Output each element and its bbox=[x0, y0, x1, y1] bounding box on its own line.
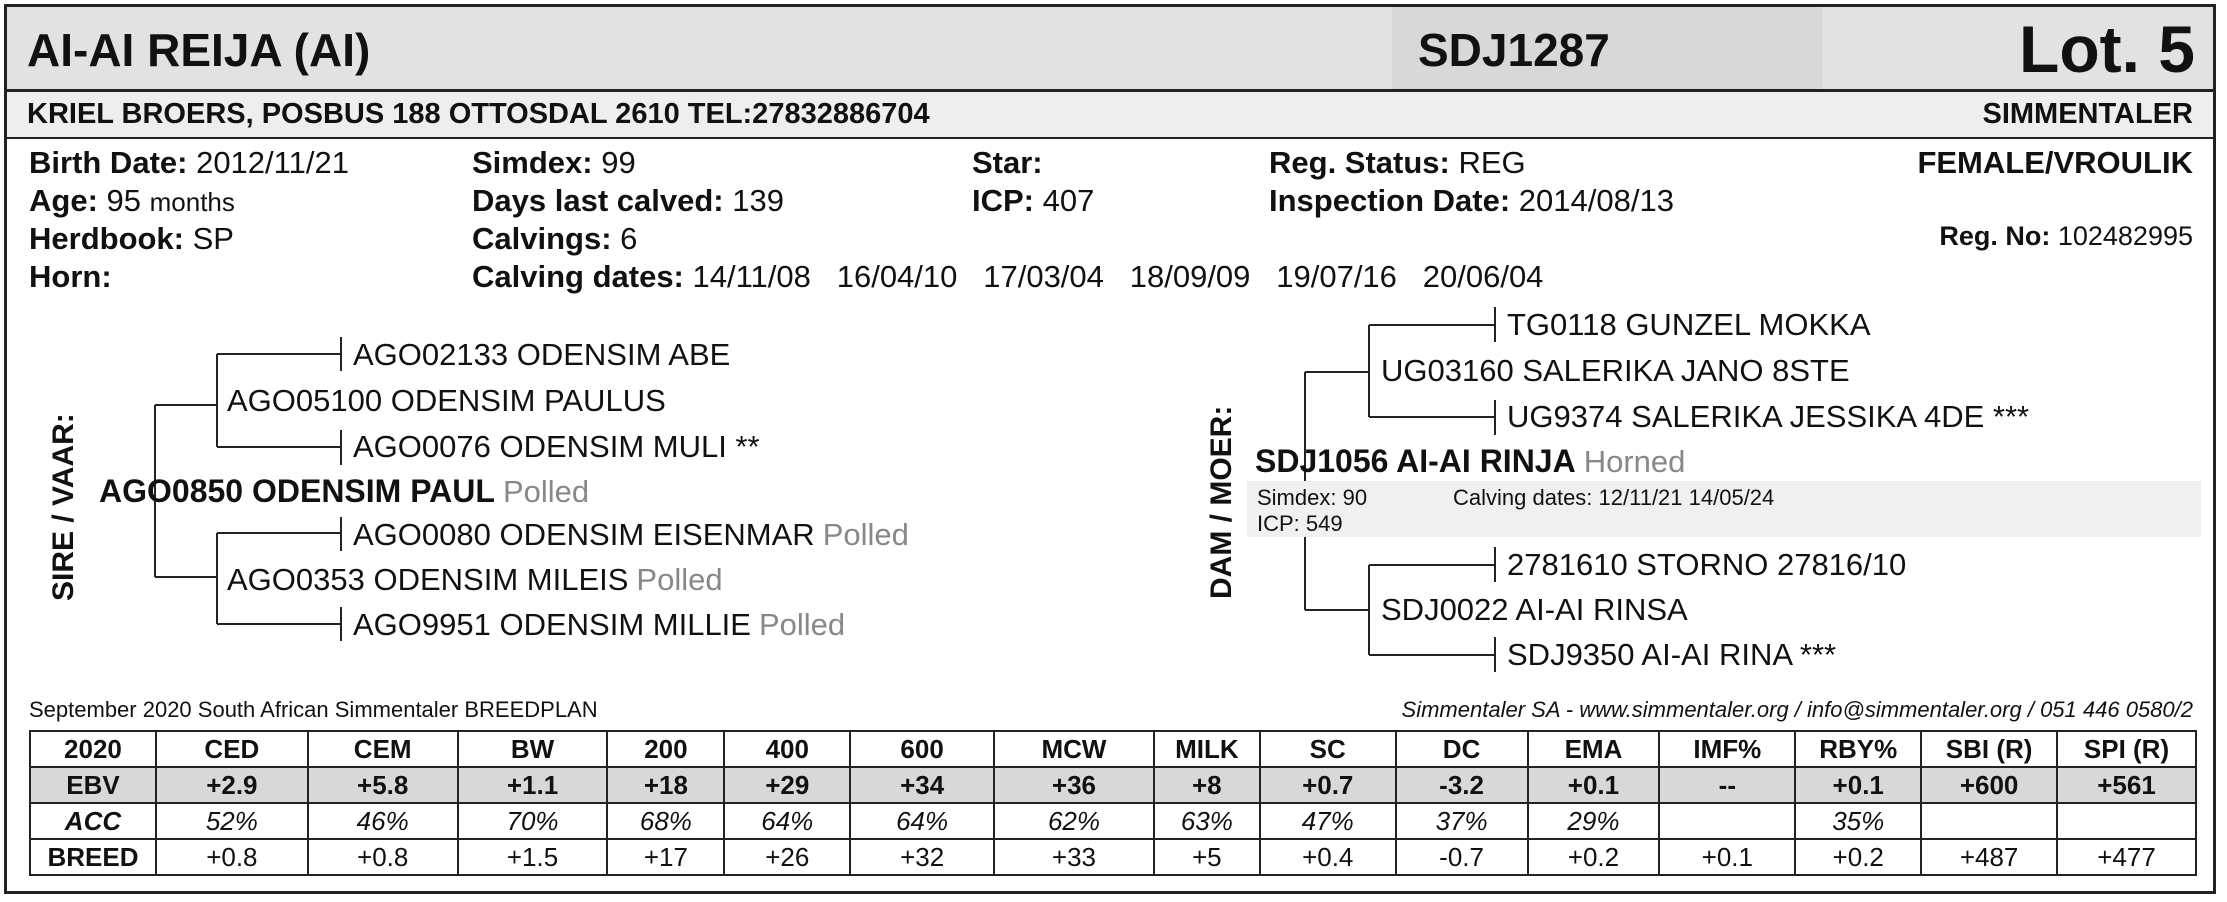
ebv-cell bbox=[2057, 803, 2196, 839]
sire-sire-sire: AGO02133 ODENSIM ABE bbox=[353, 337, 731, 372]
reg-no: Reg. No: 102482995 bbox=[1939, 221, 2193, 251]
ebv-cell: +1.1 bbox=[458, 767, 608, 803]
ebv-cell: BREED bbox=[30, 839, 156, 875]
ebv-cell: 29% bbox=[1528, 803, 1660, 839]
ebv-cell bbox=[1921, 803, 2057, 839]
star: Star: bbox=[972, 145, 1043, 180]
dam-name: SDJ1056 AI-AI RINJA Horned bbox=[1255, 443, 1686, 479]
ebv-cell: +32 bbox=[850, 839, 994, 875]
acc-row bbox=[30, 803, 2196, 839]
ebv-cell: +33 bbox=[994, 839, 1154, 875]
ebv-table bbox=[29, 730, 2197, 876]
sire-dam-dam: AGO9951 ODENSIM MILLIE Polled bbox=[353, 607, 846, 642]
reg-code: SDJ1287 bbox=[1418, 24, 1610, 76]
ebv-cell: +29 bbox=[724, 767, 850, 803]
simdex: Simdex: 99 bbox=[472, 145, 636, 180]
breed-avg-row bbox=[30, 839, 2196, 875]
ebv-cell: SPI (R) bbox=[2057, 731, 2196, 767]
ebv-cell: +2.9 bbox=[156, 767, 308, 803]
ebv-cell: 37% bbox=[1396, 803, 1528, 839]
ebv-cell: -- bbox=[1659, 767, 1795, 803]
sire-name: AGO0850 ODENSIM PAUL Polled bbox=[99, 473, 590, 509]
sire-sire-dam: AGO0076 ODENSIM MULI ** bbox=[353, 429, 760, 464]
sire-dam-sire: AGO0080 ODENSIM EISENMAR Polled bbox=[353, 517, 909, 552]
ebv-cell: EMA bbox=[1528, 731, 1660, 767]
ebv-cell: 63% bbox=[1154, 803, 1260, 839]
ebv-cell: +0.8 bbox=[156, 839, 308, 875]
ebv-cell: +0.8 bbox=[308, 839, 458, 875]
ebv-cell: +18 bbox=[607, 767, 724, 803]
ebv-cell: 2020 bbox=[30, 731, 156, 767]
ebv-cell: 52% bbox=[156, 803, 308, 839]
lot-number: Lot. 5 bbox=[2019, 12, 2195, 86]
ebv-cell: 400 bbox=[724, 731, 850, 767]
ebv-row bbox=[30, 767, 2196, 803]
calving-dates: Calving dates: 14/11/08 16/04/10 17/03/04 18/09/09 19/07/16 20/06/04 bbox=[472, 259, 1544, 294]
breed-name: SIMMENTALER bbox=[1982, 98, 2193, 130]
sire-sire: AGO05100 ODENSIM PAULUS bbox=[227, 383, 666, 418]
calvings: Calvings: 6 bbox=[472, 221, 638, 256]
ebv-cell: 47% bbox=[1260, 803, 1396, 839]
animal-name: AI-AI REIJA (AI) bbox=[27, 24, 371, 76]
ebv-cell: +0.4 bbox=[1260, 839, 1396, 875]
dam-sire-sire: TG0118 GUNZEL MOKKA bbox=[1507, 307, 1871, 342]
ebv-cell: RBY% bbox=[1795, 731, 1921, 767]
ebv-cell: 64% bbox=[724, 803, 850, 839]
ebv-cell: 62% bbox=[994, 803, 1154, 839]
ebv-cell: +0.1 bbox=[1528, 767, 1660, 803]
pedigree-lines bbox=[7, 7, 2213, 707]
lot-card bbox=[4, 4, 2216, 894]
ebv-cell: +5.8 bbox=[308, 767, 458, 803]
herdbook: Herdbook: SP bbox=[29, 221, 234, 256]
dam-info-band bbox=[1247, 481, 2201, 537]
ebv-cell: +561 bbox=[2057, 767, 2196, 803]
ebv-cell: IMF% bbox=[1659, 731, 1795, 767]
ebv-cell: DC bbox=[1396, 731, 1528, 767]
reg-status: Reg. Status: REG bbox=[1269, 145, 1526, 180]
dam-calving-dates: Calving dates: 12/11/21 14/05/24 bbox=[1453, 485, 1775, 510]
ebv-cell: +17 bbox=[607, 839, 724, 875]
dam-sire-dam: UG9374 SALERIKA JESSIKA 4DE *** bbox=[1507, 399, 2030, 434]
ebv-cell: SC bbox=[1260, 731, 1396, 767]
ebv-cell: +36 bbox=[994, 767, 1154, 803]
ebv-cell: MCW bbox=[994, 731, 1154, 767]
ebv-cell: BW bbox=[458, 731, 608, 767]
days-last-calved: Days last calved: 139 bbox=[472, 183, 784, 218]
ebv-cell: +0.1 bbox=[1795, 767, 1921, 803]
breedplan-note: September 2020 South African Simmentaler BREEDPLAN bbox=[29, 697, 598, 722]
dam-dam-sire: 2781610 STORNO 27816/10 bbox=[1507, 547, 1907, 582]
horn: Horn: bbox=[29, 259, 112, 294]
ebv-cell: +1.5 bbox=[458, 839, 608, 875]
ebv-cell: CED bbox=[156, 731, 308, 767]
dam-icp: ICP: 549 bbox=[1257, 511, 1343, 536]
ebv-cell: +0.2 bbox=[1795, 839, 1921, 875]
dam-dam-dam: SDJ9350 AI-AI RINA *** bbox=[1507, 637, 1837, 672]
ebv-cell: +477 bbox=[2057, 839, 2196, 875]
ebv-cell: -3.2 bbox=[1396, 767, 1528, 803]
ebv-cell: +0.1 bbox=[1659, 839, 1795, 875]
ebv-cell: 64% bbox=[850, 803, 994, 839]
ebv-cell: 70% bbox=[458, 803, 608, 839]
icp: ICP: 407 bbox=[972, 183, 1095, 218]
ebv-cell: 200 bbox=[607, 731, 724, 767]
sex: FEMALE/VROULIK bbox=[1917, 145, 2193, 180]
ebv-cell: -0.7 bbox=[1396, 839, 1528, 875]
ebv-cell: 35% bbox=[1795, 803, 1921, 839]
ebv-cell: EBV bbox=[30, 767, 156, 803]
ebv-cell: +8 bbox=[1154, 767, 1260, 803]
sire-dam: AGO0353 ODENSIM MILEIS Polled bbox=[227, 562, 723, 597]
ebv-cell: +487 bbox=[1921, 839, 2057, 875]
dam-dam: SDJ0022 AI-AI RINSA bbox=[1381, 592, 1688, 627]
sire-side-label: SIRE / VAAR: bbox=[47, 413, 80, 601]
age: Age: 95 months bbox=[29, 183, 235, 218]
ebv-cell: SBI (R) bbox=[1921, 731, 2057, 767]
ebv-cell: ACC bbox=[30, 803, 156, 839]
ebv-cell: +5 bbox=[1154, 839, 1260, 875]
ebv-cell bbox=[1659, 803, 1795, 839]
dam-sire: UG03160 SALERIKA JANO 8STE bbox=[1381, 353, 1850, 388]
ebv-cell: +600 bbox=[1921, 767, 2057, 803]
ebv-cell: MILK bbox=[1154, 731, 1260, 767]
owner-text: KRIEL BROERS, POSBUS 188 OTTOSDAL 2610 TEL:27832886704 bbox=[27, 98, 930, 130]
ebv-cell: 46% bbox=[308, 803, 458, 839]
dam-side-label: DAM / MOER: bbox=[1205, 405, 1238, 599]
ebv-cell: +34 bbox=[850, 767, 994, 803]
ebv-cell: CEM bbox=[308, 731, 458, 767]
ebv-cell: +0.7 bbox=[1260, 767, 1396, 803]
ebv-cell: 68% bbox=[607, 803, 724, 839]
dam-simdex: Simdex: 90 bbox=[1257, 485, 1368, 510]
ebv-header-row bbox=[30, 731, 2196, 767]
society-contact: Simmentaler SA - www.simmentaler.org / info@simmentaler.org / 051 446 0580/2 bbox=[1401, 697, 2193, 722]
birth-date: Birth Date: 2012/11/21 bbox=[29, 145, 349, 180]
inspection-date: Inspection Date: 2014/08/13 bbox=[1269, 183, 1674, 218]
ebv-cell: +26 bbox=[724, 839, 850, 875]
ebv-cell: +0.2 bbox=[1528, 839, 1660, 875]
ebv-cell: 600 bbox=[850, 731, 994, 767]
